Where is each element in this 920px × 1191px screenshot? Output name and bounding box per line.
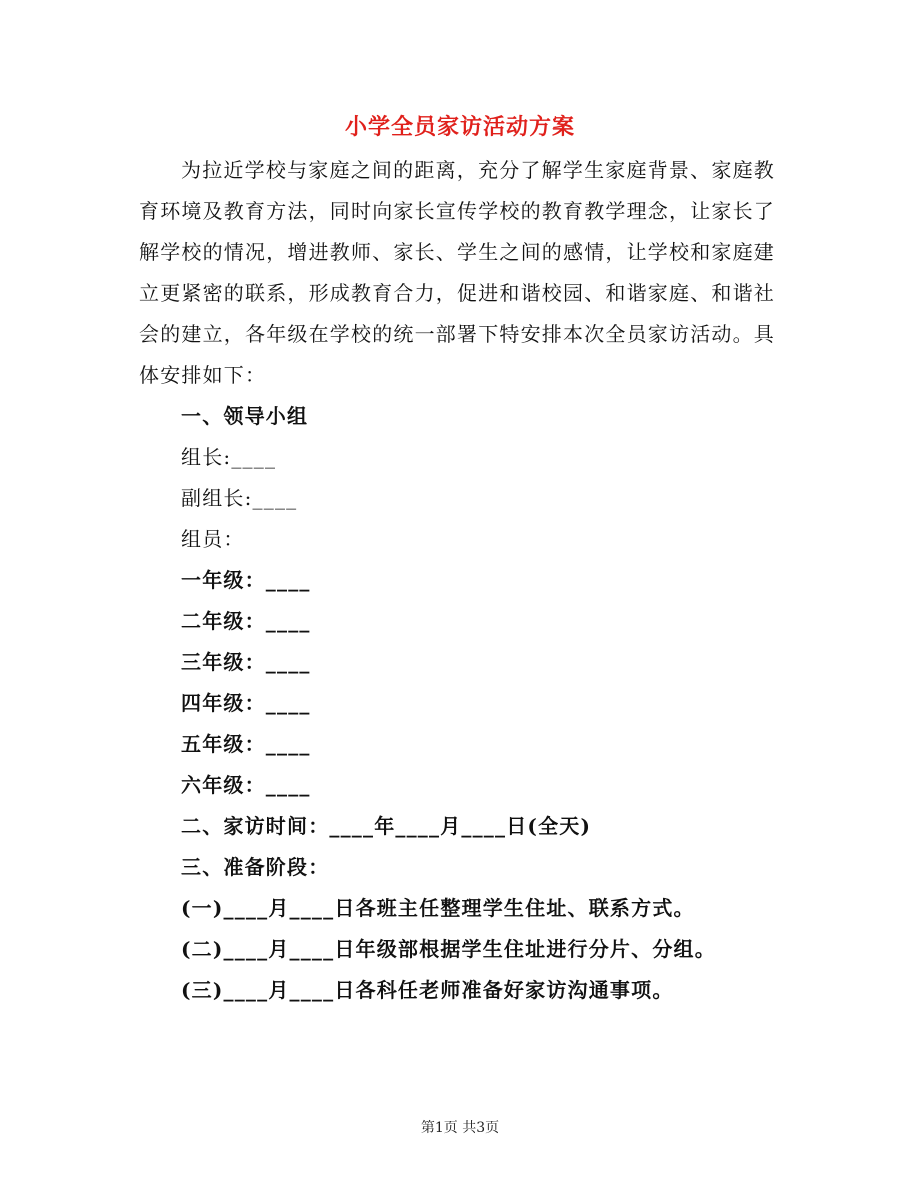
prep-item-2: (二)____月____日年级部根据学生住址进行分片、分组。	[181, 937, 716, 961]
leader-line: 组长:____	[181, 445, 277, 469]
grade6-line: 六年级：____	[181, 773, 311, 797]
prep-item-3: (三)____月____日各科任老师准备好家访沟通事项。	[181, 978, 674, 1002]
grade5-line: 五年级：____	[181, 732, 311, 756]
page-footer: 第1页 共3页	[420, 1120, 500, 1136]
document-title: 小学全员家访活动方案	[344, 114, 575, 140]
leadership-heading: 一、领导小组	[181, 404, 309, 428]
prep-item-1: (一)____月____日各班主任整理学生住址、联系方式。	[181, 896, 695, 920]
grade4-line: 四年级：____	[181, 691, 311, 715]
members-line: 组员：	[181, 527, 245, 551]
grade3-line: 三年级：____	[181, 650, 311, 674]
grade1-line: 一年级：____	[181, 568, 311, 592]
intro-paragraph: 为拉近学校与家庭之间的距离，充分了解学生家庭背景、家庭教育环境及教育方法，同时向家长宣传学校的教育教学理念，让家长了解学校的情况，增进教师、家长、学生之间的感情，让学校和家庭建立更紧密的联系，形成教育合力，促进和谐校园、和谐家庭、和谐社会的建立，各年级在学校的统一部署下特安排本次全员家访活动。具体安排如下：	[139, 158, 775, 387]
prep-heading: 三、准备阶段：	[181, 855, 330, 879]
grade2-line: 二年级：____	[181, 609, 311, 633]
visit-time-line: 二、家访时间：____年____月____日(全天)	[181, 814, 592, 838]
deputy-leader-line: 副组长:____	[181, 486, 298, 510]
